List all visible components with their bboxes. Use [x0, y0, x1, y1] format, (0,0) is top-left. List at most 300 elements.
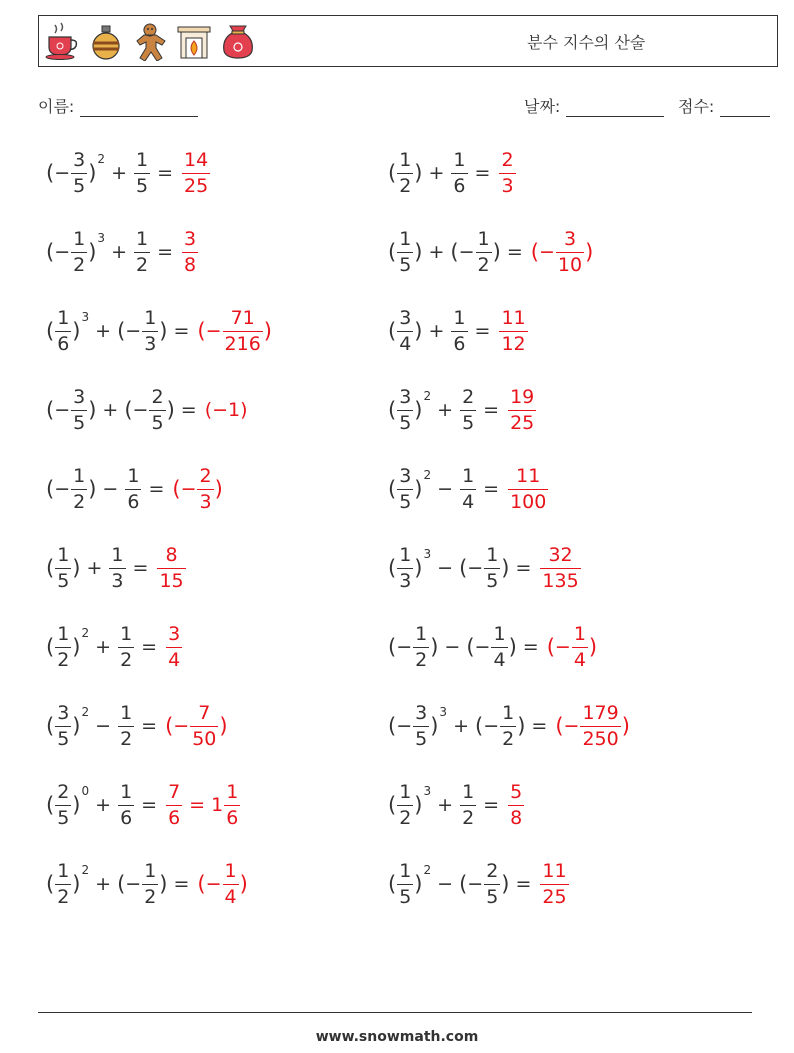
denominator: 2: [57, 885, 70, 908]
denominator: 8: [510, 806, 523, 829]
paren-close: ): [88, 240, 97, 264]
fraction: [397, 385, 413, 434]
paren-open: (: [388, 635, 397, 659]
operator: +: [428, 241, 445, 263]
denominator: 5: [462, 411, 475, 434]
numerator: 19: [510, 385, 535, 408]
problem: [388, 375, 537, 445]
paren-open: (: [172, 477, 181, 501]
denominator: 25: [542, 885, 567, 908]
numerator: 2: [199, 464, 212, 487]
exponent: 2: [423, 863, 432, 877]
fraction: [134, 148, 150, 197]
denominator: 5: [151, 411, 164, 434]
fraction: [476, 227, 492, 276]
exponent: 2: [97, 152, 106, 166]
fraction: [451, 306, 467, 355]
denominator: 25: [184, 174, 209, 197]
paren-close: ): [621, 714, 630, 738]
answer: [197, 306, 272, 355]
paren-open: (: [197, 319, 206, 343]
denominator: 4: [399, 332, 412, 355]
paren-open: (: [388, 793, 397, 817]
paren-close: ): [508, 635, 517, 659]
numerator: 11: [542, 859, 567, 882]
denominator: 135: [542, 569, 579, 592]
exponent: 3: [97, 231, 106, 245]
negative-sign: −: [125, 320, 142, 342]
numerator: 1: [573, 622, 586, 645]
fraction: [55, 701, 71, 750]
answer: [181, 148, 211, 197]
exponent: 2: [81, 705, 90, 719]
numerator: 1: [57, 543, 70, 566]
numerator: 3: [399, 306, 412, 329]
fraction: [55, 780, 71, 829]
numerator: 1: [486, 543, 499, 566]
problem: [46, 454, 223, 524]
denominator: 250: [582, 727, 619, 750]
date-label: 날짜:: [524, 97, 561, 116]
paren-open: (: [117, 319, 126, 343]
numerator: 1: [127, 464, 140, 487]
denominator: 4: [462, 490, 475, 513]
numerator: 1: [73, 227, 86, 250]
fraction: [157, 543, 185, 592]
operator: +: [86, 557, 103, 579]
numerator: 2: [462, 385, 475, 408]
fraction: [556, 227, 584, 276]
denominator: 8: [184, 253, 197, 276]
operator: =: [173, 320, 190, 342]
fraction: [491, 622, 507, 671]
negative-sign: −: [563, 715, 580, 737]
numerator: 71: [230, 306, 255, 329]
fraction: [499, 148, 515, 197]
operator: +: [95, 873, 112, 895]
negative-sign: −: [474, 636, 491, 658]
numerator: 1: [135, 148, 149, 171]
paren-open: (: [46, 635, 55, 659]
paren-open: (: [46, 161, 55, 185]
fraction: [580, 701, 620, 750]
operator: +: [437, 794, 454, 816]
problem: [46, 849, 248, 919]
denominator: 5: [73, 174, 86, 197]
problem: [388, 138, 517, 208]
fraction: [451, 148, 467, 197]
operator: =: [189, 794, 206, 816]
negative-sign: −: [132, 399, 149, 421]
paren-close: ): [72, 319, 81, 343]
negative-sign: −: [483, 715, 500, 737]
numerator: 1: [226, 780, 239, 803]
operator: =: [157, 241, 173, 263]
fraction: [540, 859, 568, 908]
numerator: 1: [399, 227, 412, 250]
exponent: 3: [439, 705, 448, 719]
operator: +: [453, 715, 469, 737]
paren-open: (: [46, 872, 55, 896]
negative-sign: −: [205, 873, 222, 895]
fraction: [397, 227, 413, 276]
denominator: 4: [573, 648, 586, 671]
numerator: 14: [184, 148, 209, 171]
fraction: [190, 701, 218, 750]
negative-sign: −: [467, 873, 484, 895]
operator: +: [428, 162, 445, 184]
numerator: 1: [73, 464, 86, 487]
sheet-title: 분수 지수의 산술: [527, 33, 646, 52]
answer: [546, 622, 598, 671]
problem: [388, 612, 597, 682]
answer-text: (−1): [204, 399, 248, 421]
fraction: [460, 464, 476, 513]
operator: +: [95, 320, 112, 342]
paren-close: ): [414, 398, 423, 422]
numerator: 1: [462, 780, 475, 803]
denominator: 5: [57, 806, 70, 829]
paren-close: ): [88, 161, 97, 185]
denominator: 6: [57, 332, 70, 355]
numerator: 1: [144, 859, 157, 882]
fraction: [223, 859, 239, 908]
answer: [507, 464, 549, 513]
fraction: [125, 464, 141, 513]
numerator: 32: [548, 543, 573, 566]
numerator: 3: [563, 227, 577, 250]
numerator: 1: [57, 622, 70, 645]
operator: +: [102, 399, 119, 421]
numerator: 3: [73, 148, 86, 171]
answer: [530, 227, 594, 276]
fraction: [508, 780, 524, 829]
paren-open: (: [46, 793, 55, 817]
numerator: 1: [144, 306, 157, 329]
paren-close: ): [72, 556, 81, 580]
answer: [555, 701, 630, 750]
fraction: [55, 859, 71, 908]
paren-close: ): [414, 872, 423, 896]
paren-close: ): [501, 556, 510, 580]
exponent: 2: [423, 389, 432, 403]
numerator: 2: [501, 148, 514, 171]
numerator: 11: [501, 306, 526, 329]
denominator: 6: [168, 806, 181, 829]
negative-sign: −: [54, 241, 71, 263]
denominator: 216: [224, 332, 261, 355]
exponent: 0: [81, 784, 90, 798]
exponent: 2: [81, 863, 90, 877]
operator: −: [95, 715, 112, 737]
fraction: [397, 780, 413, 829]
denominator: 5: [399, 885, 412, 908]
operator: =: [157, 162, 173, 184]
numerator: 7: [168, 780, 181, 803]
paren-close: ): [585, 240, 594, 264]
denominator: 2: [502, 727, 515, 750]
fraction: [572, 622, 588, 671]
paren-close: ): [239, 872, 248, 896]
numerator: 1: [120, 701, 133, 724]
negative-sign: −: [396, 636, 413, 658]
denominator: 10: [557, 253, 583, 276]
denominator: 4: [224, 885, 237, 908]
numerator: 3: [399, 464, 412, 487]
paren-close: ): [88, 477, 97, 501]
operator: =: [474, 320, 491, 342]
numerator: 1: [399, 543, 412, 566]
paren-close: ): [414, 556, 423, 580]
fraction: [413, 622, 429, 671]
paren-close: ): [72, 872, 81, 896]
problem: [388, 770, 525, 840]
operator: −: [102, 478, 119, 500]
operator: =: [522, 636, 539, 658]
fraction: [71, 464, 87, 513]
fraction: [540, 543, 580, 592]
problem: [388, 296, 529, 366]
denominator: 5: [57, 569, 70, 592]
problem: [46, 296, 272, 366]
paren-close: ): [492, 240, 501, 264]
fraction: [118, 622, 134, 671]
paren-open: (: [46, 398, 55, 422]
denominator: 5: [399, 490, 412, 513]
answer: [507, 385, 537, 434]
fraction: [71, 148, 87, 197]
operator: =: [141, 636, 158, 658]
exponent: 3: [81, 310, 90, 324]
paren-open: (: [117, 872, 126, 896]
fraction: [508, 464, 548, 513]
numerator: 2: [486, 859, 499, 882]
paren-open: (: [459, 872, 468, 896]
operator: =: [483, 399, 500, 421]
operator: +: [437, 399, 454, 421]
paren-open: (: [474, 714, 484, 738]
denominator: 5: [415, 727, 428, 750]
answer: [498, 306, 528, 355]
problem: [388, 691, 630, 761]
denominator: 2: [73, 253, 86, 276]
denominator: 2: [399, 806, 412, 829]
numerator: 1: [399, 148, 412, 171]
score-label: 점수:: [678, 97, 715, 116]
exponent: 3: [423, 547, 432, 561]
denominator: 6: [453, 174, 466, 197]
denominator: 2: [462, 806, 475, 829]
denominator: 15: [159, 569, 184, 592]
numerator: 1: [111, 543, 124, 566]
denominator: 2: [144, 885, 157, 908]
fraction: [499, 306, 527, 355]
answer: [539, 543, 581, 592]
denominator: 5: [486, 569, 499, 592]
paren-open: (: [530, 240, 539, 264]
problem: [388, 454, 549, 524]
paren-open: (: [450, 240, 459, 264]
fraction: [166, 780, 182, 829]
problem: [46, 217, 199, 287]
denominator: 5: [57, 727, 70, 750]
paren-open: (: [388, 319, 397, 343]
problem: [388, 849, 570, 919]
paren-close: ): [414, 240, 423, 264]
numerator: 5: [510, 780, 523, 803]
paren-open: (: [46, 319, 55, 343]
operator: =: [132, 557, 149, 579]
denominator: 3: [501, 174, 514, 197]
fraction: [55, 306, 71, 355]
paren-close: ): [72, 714, 81, 738]
numerator: 3: [399, 385, 412, 408]
paren-close: ): [159, 872, 168, 896]
denominator: 5: [486, 885, 499, 908]
denominator: 3: [144, 332, 157, 355]
fraction: [413, 701, 429, 750]
paren-open: (: [388, 161, 397, 185]
paren-close: ): [414, 477, 423, 501]
paren-open: (: [388, 398, 397, 422]
fraction: [197, 464, 213, 513]
operator: =: [515, 873, 532, 895]
operator: =: [141, 715, 158, 737]
fraction: [71, 227, 87, 276]
paren-open: (: [46, 556, 55, 580]
numerator: 1: [453, 306, 466, 329]
paren-close: ): [88, 398, 97, 422]
exponent: 2: [423, 468, 432, 482]
operator: +: [111, 162, 127, 184]
denominator: 2: [57, 648, 70, 671]
answer: [165, 701, 228, 750]
fraction: [55, 622, 71, 671]
fraction: [508, 385, 536, 434]
fraction: [142, 859, 158, 908]
numerator: 8: [165, 543, 178, 566]
numerator: 3: [73, 385, 86, 408]
problem: [388, 533, 582, 603]
numerator: 1: [399, 780, 412, 803]
negative-sign: −: [54, 162, 71, 184]
answer: [165, 622, 183, 671]
numerator: 1: [493, 622, 506, 645]
operator: =: [173, 873, 190, 895]
operator: =: [515, 557, 532, 579]
numerator: 3: [184, 227, 197, 250]
numerator: 1: [415, 622, 428, 645]
fraction: [397, 148, 413, 197]
fraction: [397, 306, 413, 355]
fraction: [149, 385, 165, 434]
denominator: 2: [135, 253, 149, 276]
negative-sign: −: [396, 715, 413, 737]
numerator: 1: [224, 859, 237, 882]
denominator: 100: [510, 490, 547, 513]
numerator: 1: [477, 227, 490, 250]
paren-open: (: [459, 556, 468, 580]
fraction: [182, 227, 198, 276]
numerator: 11: [516, 464, 541, 487]
operator: =: [474, 162, 491, 184]
fraction: [460, 780, 476, 829]
numerator: 1: [57, 306, 70, 329]
numerator: 2: [57, 780, 70, 803]
problem: [46, 533, 187, 603]
denominator: 2: [73, 490, 86, 513]
numerator: 179: [582, 701, 619, 724]
paren-close: ): [166, 398, 175, 422]
paren-close: ): [219, 714, 228, 738]
denominator: 4: [168, 648, 181, 671]
numerator: 1: [453, 148, 466, 171]
denominator: 2: [415, 648, 428, 671]
answer: [197, 859, 248, 908]
paren-open: (: [388, 714, 397, 738]
negative-sign: −: [554, 636, 571, 658]
negative-sign: −: [173, 715, 190, 737]
negative-sign: −: [180, 478, 197, 500]
answer: [156, 543, 186, 592]
answer: [181, 227, 199, 276]
denominator: 2: [399, 174, 412, 197]
operator: =: [483, 478, 500, 500]
denominator: 6: [127, 490, 140, 513]
fraction: [484, 543, 500, 592]
operator: −: [437, 557, 454, 579]
denominator: 5: [399, 411, 412, 434]
negative-sign: −: [467, 557, 484, 579]
denominator: 3: [199, 490, 212, 513]
answer-text: 1: [211, 794, 224, 816]
paren-close: ): [214, 477, 223, 501]
fraction: [500, 701, 516, 750]
fraction: [460, 385, 476, 434]
fraction: [71, 385, 87, 434]
paren-close: ): [263, 319, 272, 343]
paren-open: (: [46, 477, 55, 501]
problem: [46, 770, 241, 840]
paren-close: ): [588, 635, 598, 659]
denominator: 5: [135, 174, 149, 197]
negative-sign: −: [205, 320, 222, 342]
denominator: 6: [120, 806, 133, 829]
problem: [388, 217, 593, 287]
numerator: 2: [151, 385, 164, 408]
paren-close: ): [430, 714, 439, 738]
denominator: 3: [399, 569, 412, 592]
answer: [205, 399, 248, 421]
denominator: 2: [120, 727, 133, 750]
fraction: [118, 780, 134, 829]
denominator: 25: [510, 411, 535, 434]
answer: [498, 148, 516, 197]
paren-close: ): [159, 319, 168, 343]
problem: [46, 375, 248, 445]
paren-open: (: [124, 398, 133, 422]
problem: [46, 138, 211, 208]
fraction: [182, 148, 210, 197]
numerator: 3: [168, 622, 181, 645]
paren-open: (: [388, 240, 397, 264]
fraction: [484, 859, 500, 908]
operator: =: [141, 794, 158, 816]
paren-open: (: [46, 240, 55, 264]
operator: =: [483, 794, 500, 816]
paren-open: (: [388, 556, 397, 580]
fraction: [223, 306, 263, 355]
